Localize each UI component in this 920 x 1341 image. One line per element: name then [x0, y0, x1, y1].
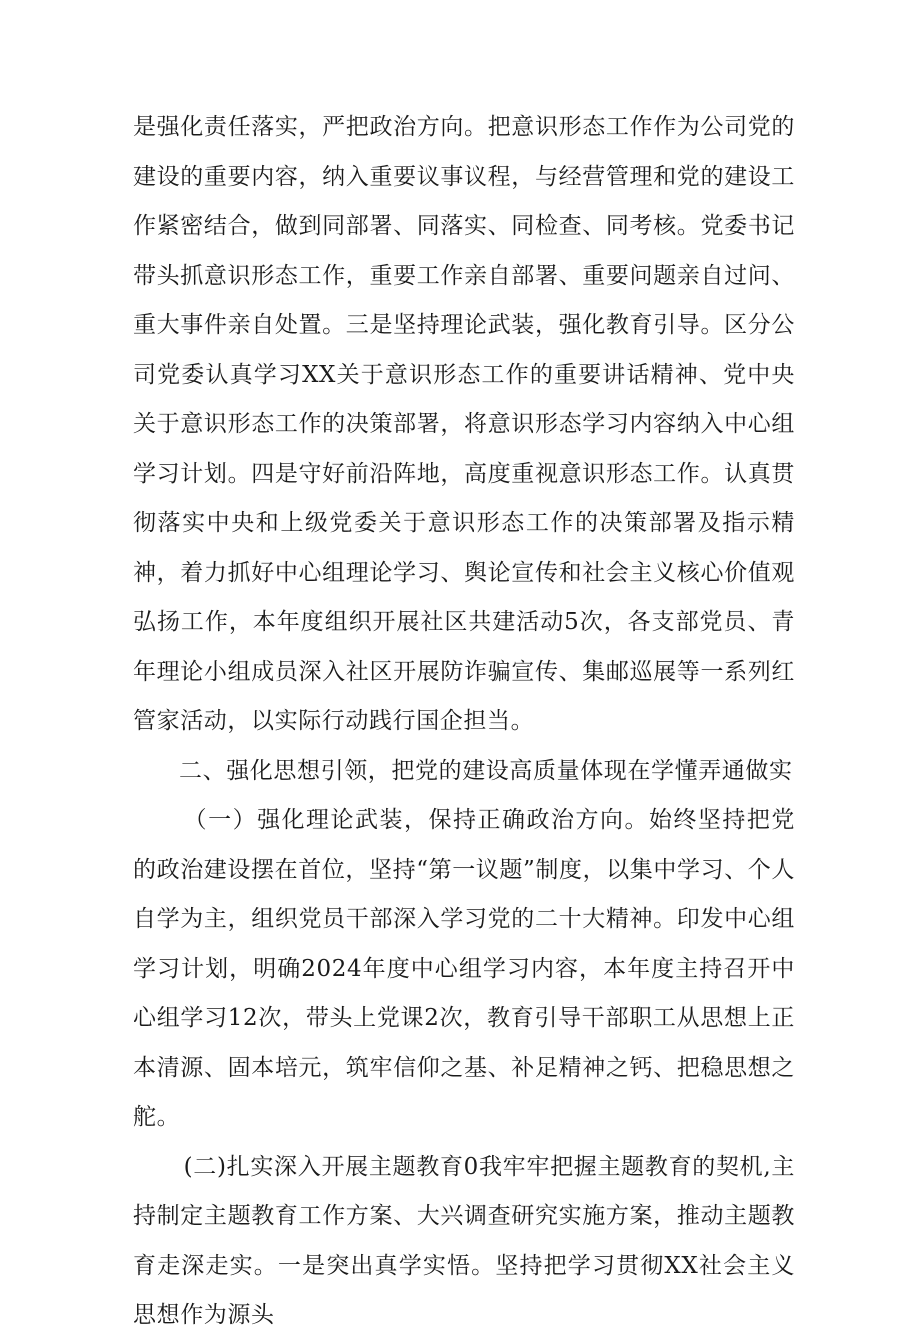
- document-body: [133, 103, 795, 1341]
- paragraph-continuation: 是强化责任落实，严把政治方向。把意识形态工作作为公司党的建设的重要内容，纳入重要议事议程，与经营管理和党的建设工作紧密结合，做到同部署、同落实、同检查、同考核。党委书记带头抓意识形态工作，重要工作亲自部署、重要问题亲自过问、重大事件亲自处置。三是坚持理论武装，强化教育引导。区分公司党委认真学习XX关于意识形态工作的重要讲话精神、党中央关于意识形态工作的决策部署，将意识形态学习内容纳入中心组学习计划。四是守好前沿阵地，高度重视意识形态工作。认真贯彻落实中央和上级党委关于意识形态工作的决策部署及指示精神，着力抓好中心组理论学习、舆论宣传和社会主义核心价值观弘扬工作，本年度组织开展社区共建活动5次，各支部党员、青年理论小组成员深入社区开展防诈骗宣传、集邮巡展等一系列红管家活动，以实际行动践行国企担当。: [133, 114, 795, 734]
- subsection-paragraph-1: （一）强化理论武装，保持正确政治方向。始终坚持把党的政治建设摆在首位，坚持“第一议题”制度，以集中学习、个人自学为主，组织党员干部深入学习党的二十大精神。印发中心组学习计划，明确2024年度中心组学习内容，本年度主持召开中心组学习12次，带头上党课2次，教育引导干部职工从思想上正本清源、固本培元，筑牢信仰之基、补足精神之钙、把稳思想之舵。: [133, 807, 795, 1130]
- section-heading: 二、强化思想引领，把党的建设高质量体现在学懂弄通做实: [179, 757, 793, 784]
- subsection-paragraph-2: (二)扎实深入开展主题教育0我牢牢把握主题教育的契机,主持制定主题教育工作方案、大兴调查研究实施方案，推动主题教育走深走实。一是突出真学实悟。坚持把学习贯彻XX社会主义思想作为源头: [133, 1153, 795, 1328]
